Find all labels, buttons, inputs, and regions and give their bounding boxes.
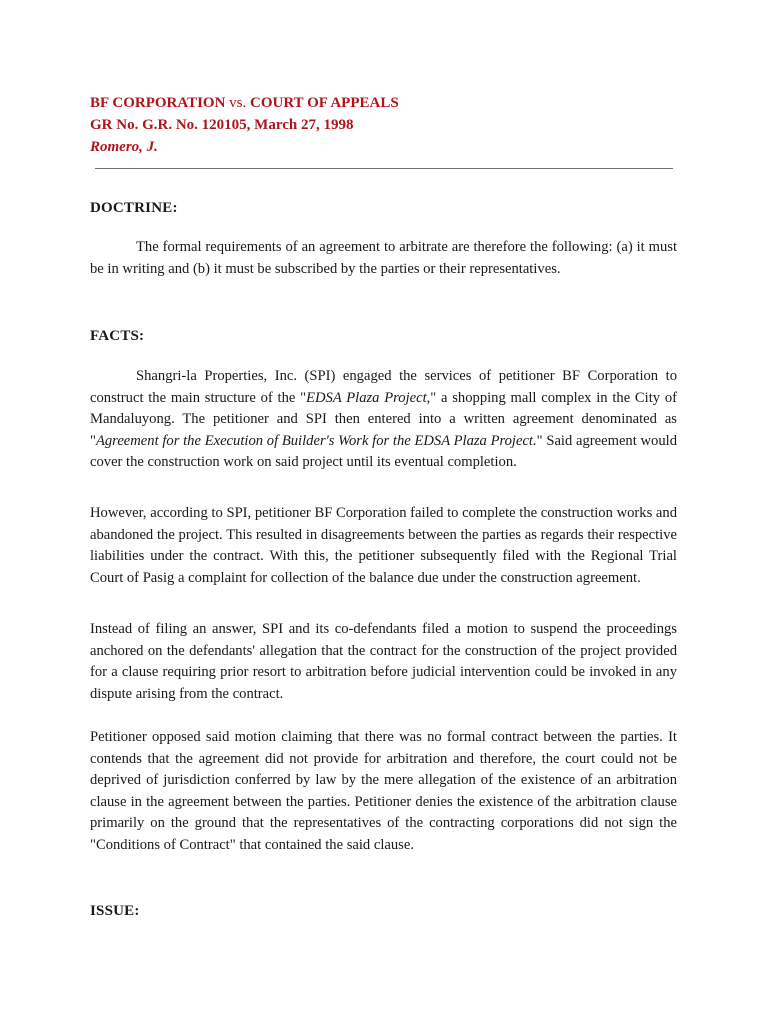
facts-paragraph-4: Petitioner opposed said motion claiming that there was no formal contract between the parties. It contends that the agreement did not provide for arbitration and therefore, the court could not be deprived of jurisdiction conferred by law by the mere allegation of the existence of an arbitration clause in the agreement between the parties. Petitioner denies the existence of the arbitration clause primarily on the ground that the representatives of the contracting corporations did not sign the "Conditions of Contract" that contained the said clause. [90,729,677,853]
facts-p1-text-a: Shangri-la Properties, Inc. (SPI) engaged the services of petitioner BF Corporation to construct the main structure of the " [90,368,677,406]
facts-paragraph-2: However, according to SPI, petitioner BF Corporation failed to complete the construction works and abandoned the project. This resulted in disagreements between the parties as regards their respective liabilities under the contract. With this, the petitioner subsequently filed with the Regional Trial Court of Pasig a complaint for collection of the balance due under the construction agreement. [90,505,677,586]
facts-p1-text-c: " a shopping mall complex in the City of Mandaluyong. The petitioner and SPI then entered into a written agreement denominated as " [90,389,677,449]
doctrine-paragraph: The formal requirements of an agreement to arbitrate are therefore the following: (a) it must be in writing and (b) it must be subscribed by the parties or their representatives. [90,239,677,277]
case-gr-number: GR No. G.R. No. 120105, March 27, 1998 [90,117,354,133]
facts-heading: FACTS: [90,328,145,344]
issue-heading: ISSUE: [90,903,140,919]
header-divider [95,168,673,169]
agreement-title: Agreement for the Execution of Builder's Work for the EDSA Plaza Project. [95,432,537,449]
case-party-left: BF CORPORATION [90,95,226,111]
edsa-plaza-project-title: EDSA Plaza Project, [306,389,431,406]
facts-paragraph-1 [90,366,677,474]
doctrine-heading: DOCTRINE: [90,200,178,216]
case-header [90,92,680,158]
facts-paragraph-3: Instead of filing an answer, SPI and its co-defendants filed a motion to suspend the proceedings anchored on the defendants' allegation that the contract for the construction of the project provided for a clause requiring prior resort to arbitration before judicial intervention could be invoked in any dispute arising from the contract. [90,621,677,702]
case-party-right: COURT OF APPEALS [250,95,399,111]
case-title [90,92,680,114]
case-ponente: Romero, J. [90,139,158,155]
case-vs: vs. [229,95,247,111]
facts-p1-text-e: " Said agreement would cover the construction work on said project until its eventual completion. [90,432,677,471]
